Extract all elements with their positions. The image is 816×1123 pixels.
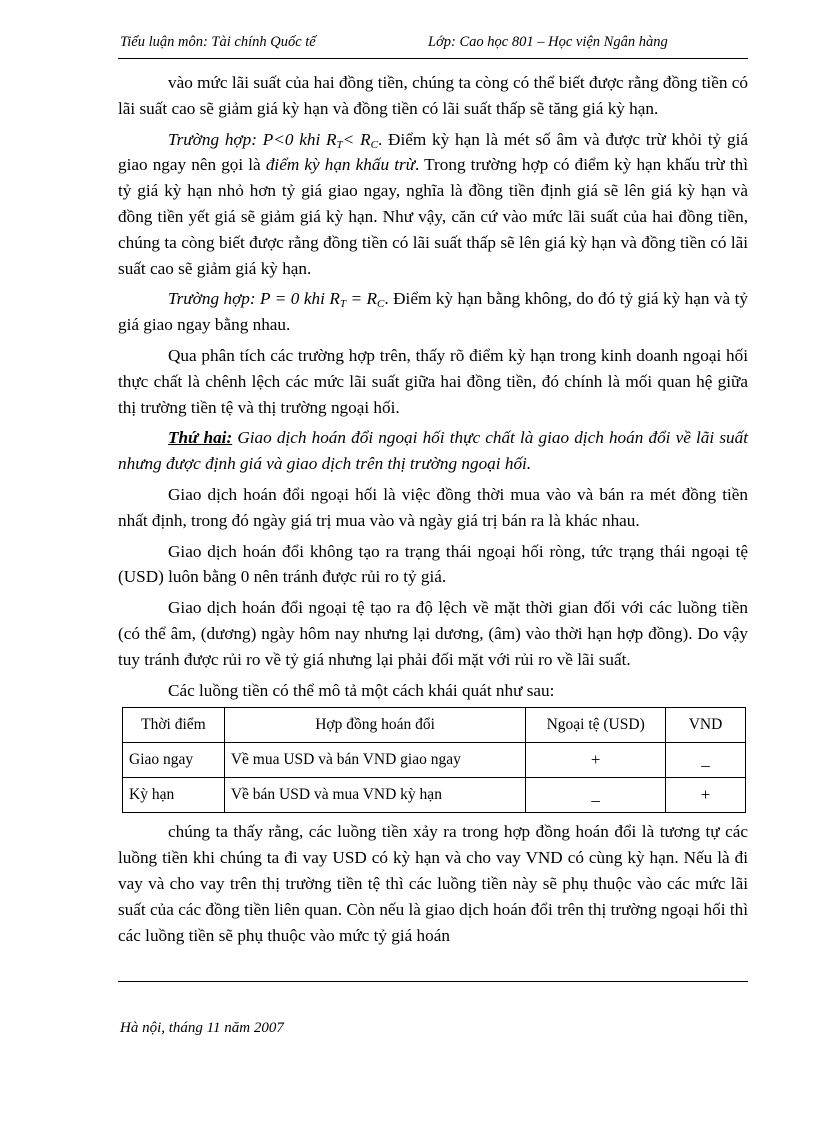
table-header-row [123, 708, 746, 743]
paragraph-second-point: Thứ hai: Giao dịch hoán đổi ngoại hối thực chất là giao dịch hoán đổi về lãi suất nhưng được định giá và giao dịch trên thị trường ngoại hối. [118, 428, 748, 474]
table-row [123, 743, 746, 778]
table-cell: + [666, 778, 746, 813]
table-header-cell: Hợp đồng hoán đổi [224, 708, 525, 743]
table-cell: Về mua USD và bán VND giao ngay [224, 743, 525, 778]
footer-rule [118, 981, 748, 982]
table-header-cell: VND [666, 708, 746, 743]
header-course: Tiểu luận môn: Tài chính Quốc tế [120, 34, 316, 50]
table-cell: _ [526, 778, 666, 813]
paragraph-case-negative: Trường hợp: P<0 khi $R_T< R_C$. Điểm kỳ hạn là mét số âm và được trừ khỏi tỷ giá giao ngay nên gọi là điểm kỳ hạn khấu trừ. Trong trường hợp có điểm kỳ hạn khấu trừ thì tỷ giá kỳ hạn nhỏ hơn tỷ giá giao ngay, nghĩa là đồng tiền định giá sẽ lên giá kỳ hạn và đồng tiền yết giá sẽ giảm giá kỳ hạn. Như vậy, căn cứ vào mức lãi suất của hai đồng tiền, chúng ta còng biết được rằng đồng tiền có lãi suất thấp sẽ lên giá kỳ hạn và đồng tiền có lãi suất cao sẽ giảm giá kỳ hạn. [118, 129, 749, 278]
paragraph: Giao dịch hoán đổi không tạo ra trạng thái ngoại hối ròng, tức trạng thái ngoại tệ (USD) luôn bằng 0 nên tránh được rủi ro tỷ giá. [118, 541, 748, 587]
section-label: Thứ hai: [168, 428, 233, 448]
paragraph: vào mức lãi suất của hai đồng tiền, chúng ta còng có thể biết được rằng đồng tiền có lãi suất cao sẽ giảm giá kỳ hạn và đồng tiền có lãi suất thấp sẽ tăng giá kỳ hạn. [118, 73, 748, 118]
paragraph-case-zero: Trường hợp: P = 0 khi $R_T = R_C$. Điểm kỳ hạn bằng không, do đó tỷ giá kỳ hạn và tỷ giá giao ngay bằng nhau. [118, 289, 748, 335]
paragraph: Qua phân tích các trường hợp trên, thấy rõ điểm kỳ hạn trong kinh doanh ngoại hối thực chất là chênh lệch các mức lãi suất giữa hai đồng tiền, đó chính là mối quan hệ giữa thị trường tiền tệ và thị trường ngoại hối. [118, 345, 748, 417]
page-footer: Hà nội, tháng 11 năm 2007 [120, 1020, 284, 1036]
cashflow-table [122, 707, 746, 813]
table-header-cell: Ngoại tệ (USD) [526, 708, 666, 743]
document-body [118, 70, 748, 948]
paragraph: chúng ta thấy rằng, các luồng tiền xảy ra trong hợp đồng hoán đổi là tương tự các luồng tiền khi chúng ta đi vay USD có kỳ hạn và cho vay VND có cùng kỳ hạn. Nếu là đi vay và cho vay trên thị trường tiền tệ thì các luồng tiền này sẽ phụ thuộc vào các mức lãi suất của các đồng tiền liên quan. Còn nếu là giao dịch hoán đổi trên thị trường ngoại hối thì các luồng tiền sẽ phụ thuộc vào mức tỷ giá hoán [118, 822, 748, 945]
table-cell: _ [666, 743, 746, 778]
table-header-cell: Thời điểm [123, 708, 225, 743]
table-cell: Kỳ hạn [123, 778, 225, 813]
table-cell: Giao ngay [123, 743, 225, 778]
paragraph: Giao dịch hoán đổi ngoại hối là việc đồng thời mua vào và bán ra mét đồng tiền nhất định, trong đó ngày giá trị mua vào và ngày giá trị bán ra là khác nhau. [118, 484, 748, 530]
table-cell: Về bán USD và mua VND kỳ hạn [224, 778, 525, 813]
term: điểm kỳ hạn khấu trừ [265, 155, 416, 175]
case-label: Trường hợp: P = 0 khi $R_T = R_C$ [168, 289, 385, 311]
paragraph: Các luồng tiền có thể mô tả một cách khái quát như sau: [168, 680, 555, 700]
table-cell: + [526, 743, 666, 778]
case-label: Trường hợp: P<0 khi $R_T< R_C$ [168, 129, 378, 151]
paragraph: Giao dịch hoán đổi ngoại tệ tạo ra độ lệch về mặt thời gian đối với các luồng tiền (có thể âm, (dương) ngày hôm nay nhưng lại dương, (âm) vào thời hạn hợp đồng). Do vậy tuy tránh được rủi ro về tỷ giá nhưng lại phải đối mặt với rủi ro về lãi suất. [118, 598, 748, 669]
table-row [123, 778, 746, 813]
header-rule [118, 58, 748, 59]
header-class: Lớp: Cao học 801 – Học viện Ngân hàng [428, 34, 668, 50]
